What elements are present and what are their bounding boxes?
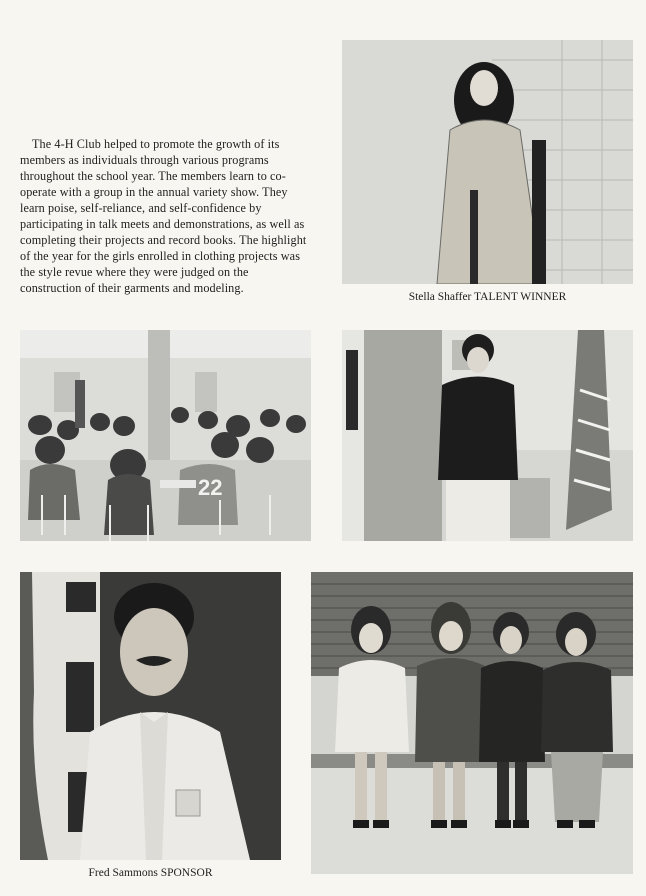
jersey-number: 22 (198, 475, 223, 500)
photo-fred-sammons (20, 572, 281, 860)
caption-sponsor: Fred Sammons SPONSOR (88, 867, 213, 879)
caption-talent-winner: Stella Shaffer TALENT WINNER (408, 291, 567, 303)
photo-stella-shaffer (342, 40, 633, 284)
photo-four-students-bench (311, 572, 633, 874)
photo-student-with-flags (342, 330, 633, 541)
intro-paragraph: The 4-H Club helped to promote the growth of its members as individuals through various programs throughout the school year. The members learn to co-operate with a group in the annual variety show. They learn poise, self-reliance, and self-confidence by participating in talk meets and demonstrations, as well as completing their projects and record books. The highlight of the year for the girls enrolled in clothing projects was the style revue where they were judged on the construction of their garments and modeling. (20, 137, 307, 295)
photo-club-meeting (20, 330, 311, 541)
